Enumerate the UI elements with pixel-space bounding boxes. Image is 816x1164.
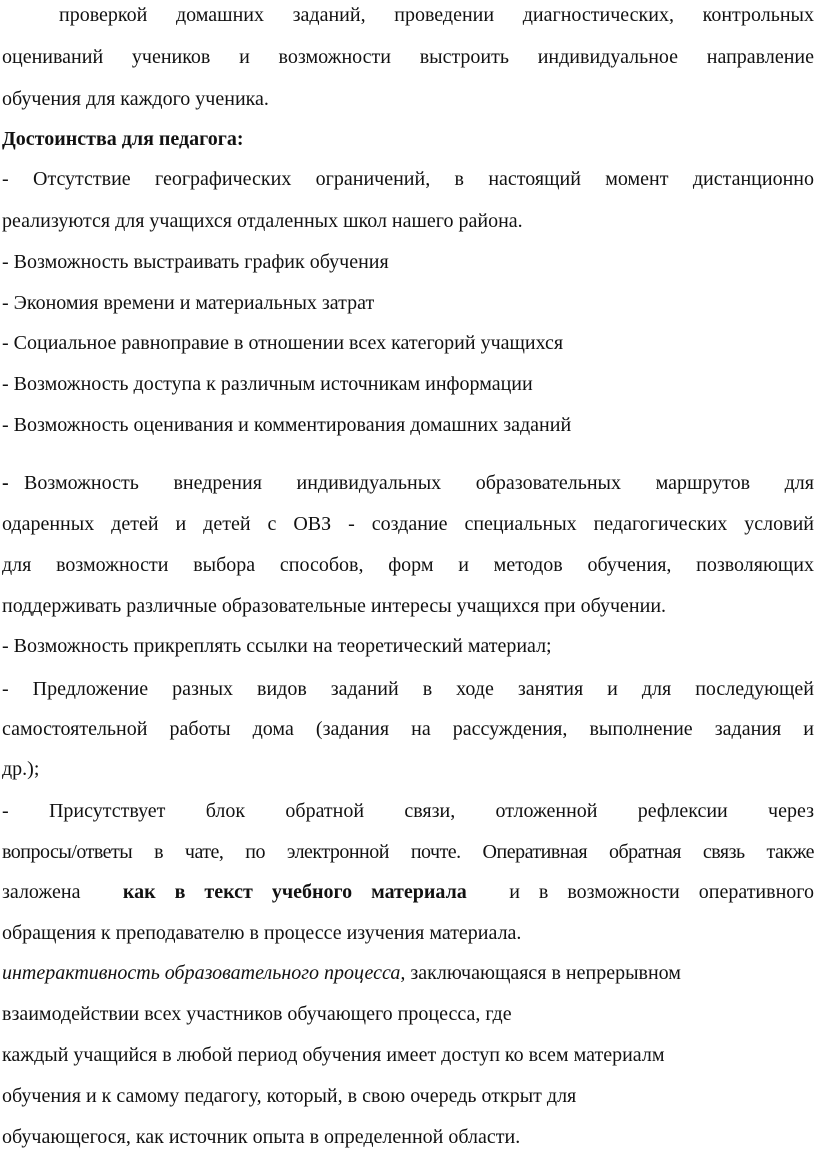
routes-text-1: Возможность внедрения индивидуальных образовательных маршрутов для (24, 472, 814, 494)
interactivity-line-2: взаимодействии всех участников обучающего процесса, где (2, 1003, 512, 1025)
item-feedback-line-3 (2, 879, 814, 905)
advantages-heading: Достоинства для педагога: (2, 128, 244, 150)
item-routes-line-2: одаренных детей и детей с ОВЗ - создание специальных педагогических условий (2, 513, 814, 535)
intro-line-1: проверкой домашних заданий, проведении диагностических, контрольных (59, 4, 814, 26)
interactivity-line-1-rest: заключающаяся в непрерывном (405, 962, 681, 984)
item-grading: - Возможность оценивания и комментирования домашних заданий (2, 414, 572, 436)
item-routes-line-1 (2, 470, 814, 496)
item-geo-line-1: - Отсутствие географических ограничений, в настоящий момент дистанционно (2, 168, 814, 190)
item-access: - Возможность доступа к различным источникам информации (2, 373, 533, 395)
feedback-pre-text: заложена (2, 881, 81, 903)
routes-dash: - (2, 472, 9, 494)
item-routes-line-4: поддерживать различные образовательные интересы учащихся при обучении. (2, 595, 667, 617)
intro-line-3: обучения для каждого ученика. (2, 88, 269, 110)
interactivity-line-5: обучающегося, как источник опыта в определенной области. (2, 1126, 521, 1148)
feedback-post-text: и в возможности оперативного (509, 881, 814, 903)
intro-line-2: оцениваний учеников и возможности выстроить индивидуальное направление (2, 46, 814, 68)
item-economy: - Экономия времени и материальных затрат (2, 292, 375, 314)
interactivity-term: интерактивность образовательного процесса, (2, 962, 406, 984)
feedback-bold-text: как в текст учебного материала (122, 881, 467, 903)
item-geo-line-2: реализуются для учащихся отдаленных школ нашего района. (2, 210, 523, 232)
interactivity-line-4: обучения и к самому педагогу, который, в свою очередь открыт для (2, 1085, 577, 1107)
item-tasks-line-2: самостоятельной работы дома (задания на рассуждения, выполнение задания и (2, 718, 814, 740)
interactivity-line-1 (2, 960, 814, 986)
item-routes-line-3: для возможности выбора способов, форм и методов обучения, позволяющих (2, 554, 814, 576)
item-links: - Возможность прикреплять ссылки на теоретический материал; (2, 635, 552, 657)
item-equality: - Социальное равноправие в отношении всех категорий учащихся (2, 332, 564, 354)
item-schedule: - Возможность выстраивать график обучения (2, 251, 389, 273)
interactivity-line-3: каждый учащийся в любой период обучения имеет доступ ко всем материалм (2, 1044, 665, 1066)
item-feedback-line-2: вопросы/ответы в чате, по электронной почте. Оперативная обратная связь также (2, 841, 814, 863)
item-tasks-line-1: - Предложение разных видов заданий в ходе занятия и для последующей (2, 678, 814, 700)
item-feedback-line-4: обращения к преподавателю в процессе изучения материала. (2, 922, 522, 944)
item-feedback-line-1: - Присутствует блок обратной связи, отложенной рефлексии через (2, 800, 814, 822)
item-tasks-line-3: др.); (2, 758, 40, 780)
